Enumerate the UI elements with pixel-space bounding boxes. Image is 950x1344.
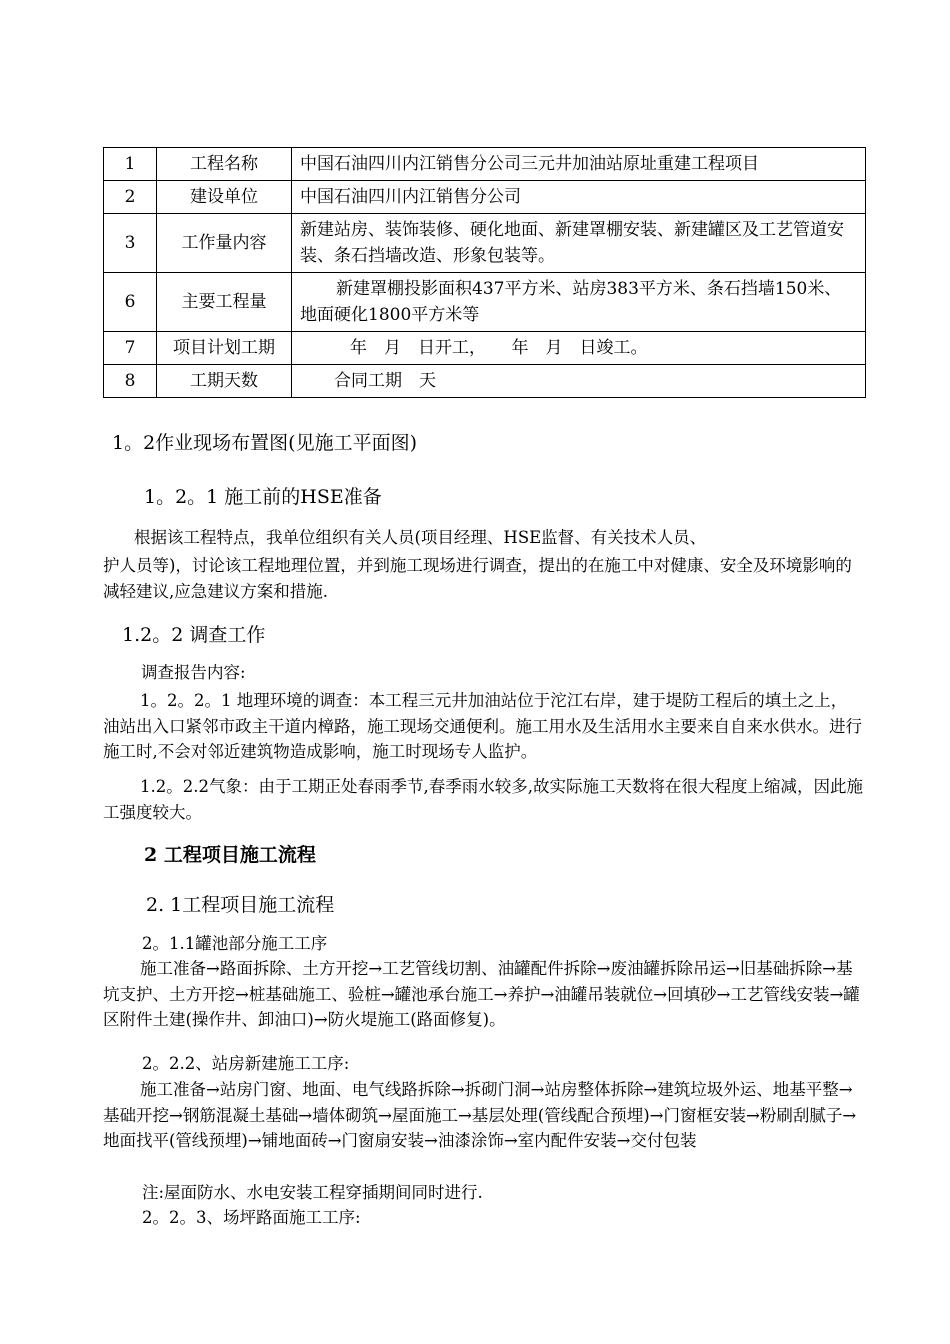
paragraph-line: 调查报告内容: xyxy=(141,663,246,682)
paragraph: 1。2。2。1 地理环境的调查：本工程三元井加油站位于沱江右岸，建于堤防工程后的填土之上，油站出入口紧邻市政主干道内樟路，施工现场交通便利。施工用水及生活用水主要来自自来水供水。进行施工时,不会对邻近建筑物造成影响，施工时现场专人监护。 xyxy=(103,691,862,761)
row-label: 主要工程量 xyxy=(157,273,292,332)
row-label: 工作量内容 xyxy=(157,214,292,273)
paragraph: 1.2。2.2气象：由于工期正处春雨季节,春季雨水较多,故实际施工天数将在很大程度上缩减，因此施工强度较大。 xyxy=(103,777,863,822)
paragraph-line: 2。2。3、场坪路面施工工序: xyxy=(142,1208,361,1227)
section-heading-2-1: 2. 1工程项目施工流程 xyxy=(146,894,335,916)
table-row xyxy=(104,214,866,273)
row-number: 7 xyxy=(104,332,157,365)
paragraph: 施工准备→站房门窗、地面、电气线路拆除→拆砌门洞→站房整体拆除→建筑垃圾外运、地基平整→基础开挖→钢筋混凝土基础→墙体砌筑→屋面施工→基层处理(管线配合预埋)→门窗框安装→粉刷刮腻子→地面找平(管线预埋)→铺地面砖→门窗扇安装→油漆涂饰→室内配件安装→交付包装 xyxy=(103,1080,857,1150)
paragraph-line: 2。1.1罐池部分施工工序 xyxy=(142,934,328,953)
table-row xyxy=(104,148,866,181)
row-value: 合同工期 天 xyxy=(292,365,866,398)
row-number: 3 xyxy=(104,214,157,273)
row-number: 8 xyxy=(104,365,157,398)
row-label: 项目计划工期 xyxy=(157,332,292,365)
note-line: 注:屋面防水、水电安装工程穿插期间同时进行. xyxy=(142,1183,483,1202)
paragraph: 施工准备→路面拆除、土方开挖→工艺管线切割、油罐配件拆除→废油罐拆除吊运→旧基础拆除→基坑支护、土方开挖→桩基础施工、验桩→罐池承台施工→养护→油罐吊装就位→回填砂→工艺管线安装→罐区附件土建(操作井、卸油口)→防火堤施工(路面修复)。 xyxy=(103,959,860,1029)
row-label: 工期天数 xyxy=(157,365,292,398)
project-info-table xyxy=(103,147,866,398)
table-row xyxy=(104,181,866,214)
paragraph: 护人员等)，讨论该工程地理位置，并到施工现场进行调查，提出的在施工中对健康、安全及环境影响的减轻建议,应急建议方案和措施. xyxy=(103,556,852,601)
row-number: 2 xyxy=(104,181,157,214)
table-row xyxy=(104,332,866,365)
row-label: 工程名称 xyxy=(157,148,292,181)
row-number: 1 xyxy=(104,148,157,181)
row-number: 6 xyxy=(104,273,157,332)
row-label: 建设单位 xyxy=(157,181,292,214)
table-row xyxy=(104,365,866,398)
paragraph-line: 根据该工程特点，我单位组织有关人员(项目经理、HSE监督、有关技术人员、 xyxy=(134,528,707,547)
row-value: 中国石油四川内江销售分公司 xyxy=(292,181,866,214)
section-heading-2: 2 工程项目施工流程 xyxy=(144,844,316,866)
row-value: 新建站房、装饰装修、硬化地面、新建罩棚安装、新建罐区及工艺管道安装、条石挡墙改造、形象包装等。 xyxy=(292,214,866,273)
section-heading-1-2-2: 1.2。2 调查工作 xyxy=(122,624,266,646)
row-value: 中国石油四川内江销售分公司三元井加油站原址重建工程项目 xyxy=(292,148,866,181)
row-value: 新建罩棚投影面积437平方米、站房383平方米、条石挡墙150米、地面硬化1800平方米等 xyxy=(292,273,866,332)
section-heading-1-2: 1。2作业现场布置图(见施工平面图) xyxy=(112,432,418,454)
table-row xyxy=(104,273,866,332)
paragraph-line: 2。2.2、站房新建施工工序: xyxy=(142,1054,350,1073)
row-value: 年 月 日开工， 年 月 日竣工。 xyxy=(292,332,866,365)
section-heading-1-2-1: 1。2。1 施工前的HSE准备 xyxy=(144,486,382,508)
